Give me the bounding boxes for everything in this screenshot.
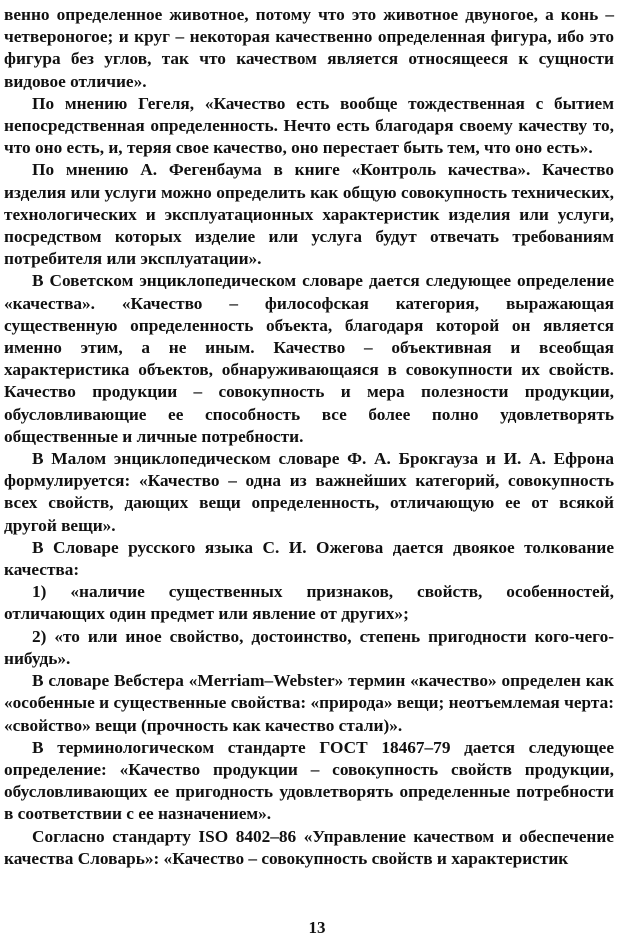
paragraph-hegel: По мнению Гегеля, «Качество есть вообще тождественная с бытием непосредственная определенность. Нечто есть благодаря своему качеству то, что оно есть, и, теряя свое качество, оно перестает быть тем, что оно есть». — [4, 93, 614, 158]
paragraph-ozhegov: В Словаре русского языка С. И. Ожегова дается двоякое толкование качества: — [4, 537, 614, 580]
paragraph-gost: В терминологическом стандарте ГОСТ 18467–79 дается следующее определение: «Качество продукции – совокупность свойств продукции, обусловливающих ее пригодность удовлетворять определенные потребности в соответствии с ее назначением». — [4, 737, 614, 824]
paragraph-ozhegov-item-2: 2) «то или иное свойство, достоинство, степень пригодности кого-чего-нибудь». — [4, 626, 614, 668]
paragraph-webster: В словаре Вебстера «Merriam–Webster» термин «качество» определен как «особенные и существенные свойства: «природа» вещи; неотъемлемая черта: «свойство» вещи (прочность как качество стали)». — [4, 671, 614, 735]
paragraph-iso: Согласно стандарту ISO 8402–86 «Управление качеством и обеспечение качества Словарь»: «Качество – совокупность свойств и характеристик — [4, 826, 614, 868]
page-number: 13 — [308, 918, 326, 937]
paragraph-continued: венно определенное животное, потому что это животное двуногое, а конь – четвероногое; и круг – некоторая качественно определенная фигура, ибо это фигура без углов, так что качеством является относящееся к сущности видовое отличие». — [4, 5, 614, 91]
paragraph-soviet-encyclopedia: В Советском энциклопедическом словаре дается следующее определение «качества». «Качество – философская категория, выражающая существенную определенность объекта, благодаря которой он является именно этим, а не иным. Качество – объективная и всеобщая характеристика объектов, обнаруживающаяся в совокупности их свойств. Качество продукции – совокупность и мера полезности продукции, обусловливающие ее способность все более полно удовлетворять общественные и личные потребности. — [4, 271, 614, 446]
body-text — [4, 4, 614, 870]
paragraph-ozhegov-item-1: 1) «наличие существенных признаков, свойств, особенностей, отличающих один предмет или явление от других»; — [4, 582, 614, 624]
paragraph-feigenbaum: По мнению А. Фегенбаума в книге «Контроль качества». Качество изделия или услуги можно определить как общую совокупность технических, технологических и эксплуатационных характеристик изделия или услуги, посредством которых изделие или услуга будут отвечать требованиям потребителя или эксплуатации». — [4, 160, 614, 269]
paragraph-brockhaus: В Малом энциклопедическом словаре Ф. А. Брокгауза и И. А. Ефрона формулируется: «Качество – одна из важнейших категорий, совокупность всех свойств, дающих вещи определенность, отличающую ее от всякой другой вещи». — [4, 449, 614, 535]
